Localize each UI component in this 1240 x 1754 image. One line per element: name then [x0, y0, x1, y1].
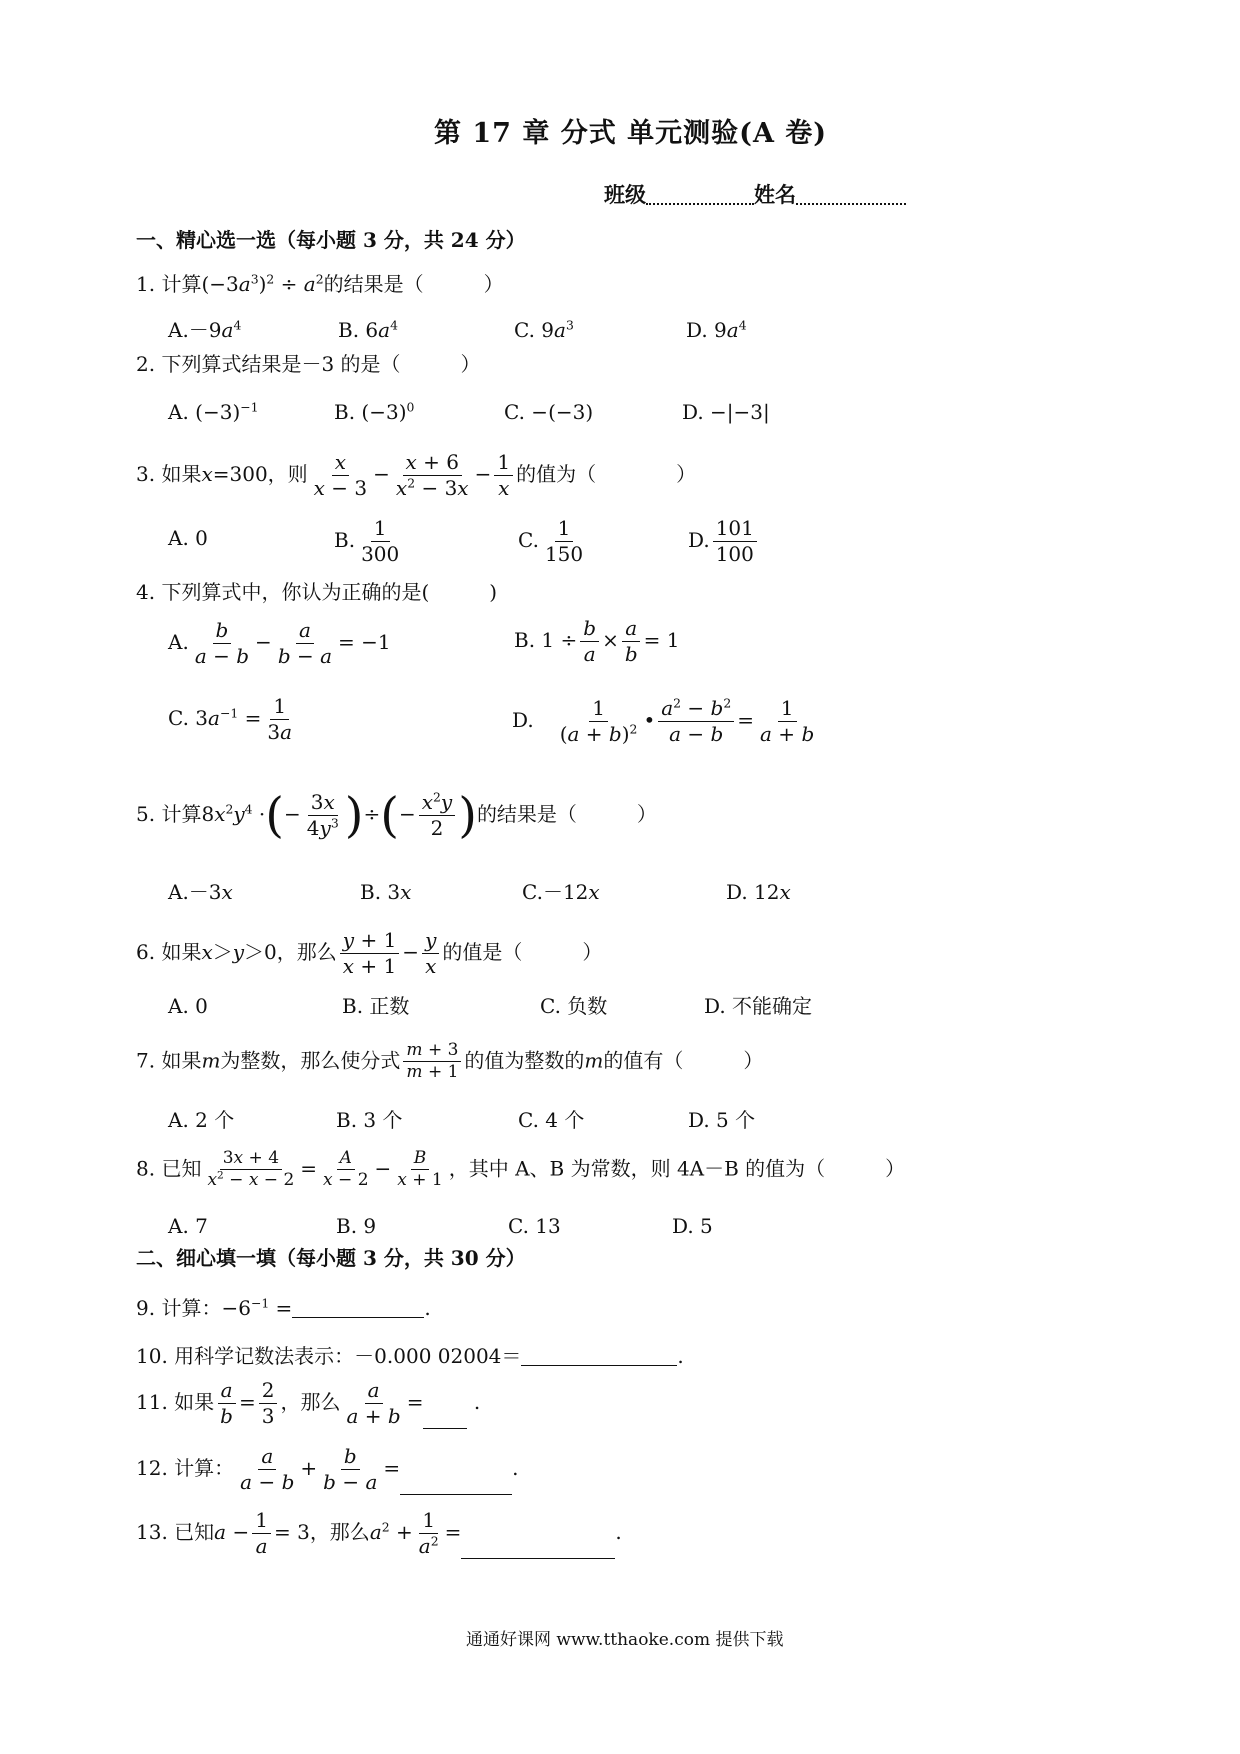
question-9: 9. 计算：$-6^{-1}$ = . [136, 1295, 431, 1320]
q7-option-c: C. 4 个 [518, 1108, 585, 1132]
q12-answer-blank[interactable] [400, 1473, 512, 1495]
q7-option-b: B. 3 个 [336, 1108, 403, 1132]
q2-option-a: A. $(-3)^{-1}$ [168, 399, 259, 424]
q1-option-a: $A.-9a^4$ [168, 317, 242, 342]
section-2-heading: 二、细心填一填（每小题 3 分，共 30 分） [136, 1246, 526, 1270]
name-label: 姓名 [754, 182, 796, 208]
question-6: 6. 如果x＞y＞0，那么 $\frac{y + 1}{x + 1}$ − $\frac{y}{x}$ 的值是（ ） [136, 928, 603, 978]
footer-source: 通通好课网 www.tthaoke.com 提供下载 [466, 1630, 784, 1650]
q3-option-a: A. 0 [168, 526, 208, 550]
q7-option-a: A. 2 个 [168, 1108, 235, 1132]
q4-option-b: B. 1 ÷ $\frac{b}{a}$ × $\frac{a}{b}$ = 1 [514, 616, 680, 666]
question-4: 4. 下列算式中，你认为正确的是( ) [136, 580, 498, 604]
q2-option-d: D. −|−3| [682, 400, 770, 424]
q1-expr: $(-3a^3)^2 \div a^2$ [201, 271, 324, 296]
q5-option-d: D. 12x [726, 880, 791, 904]
q7-option-d: D. 5 个 [688, 1108, 756, 1132]
q5-option-b: B. 3x [360, 880, 412, 904]
section-1-heading: 一、精心选一选（每小题 3 分，共 24 分） [136, 228, 526, 252]
question-3: 3. 如果x=300，则 $\frac{x}{x - 3}$ − $\frac{x + 6}{x^2 - 3x}$ − $\frac{1}{x}$ 的值为（ ） [136, 450, 697, 500]
q5-option-a: A.－3x [168, 880, 233, 904]
q6-option-b: B. 正数 [342, 994, 410, 1018]
class-label: 班级 [604, 182, 646, 208]
question-7: 7. 如果m为整数，那么使分式 $\frac{m + 3}{m + 1}$ 的值为整数的m的值有（ ） [136, 1040, 764, 1083]
q5-expr: $8x^2y^4$ ·(− $\frac{3x}{4y^3}$ )÷(− $\frac{x^2y}{2}$ ) [201, 787, 477, 844]
q9-answer-blank[interactable] [292, 1296, 424, 1318]
question-10: 10. 用科学记数法表示：－0.000 02004＝ . [136, 1344, 684, 1368]
q8-option-c: C. 13 [508, 1214, 561, 1238]
question-1: 1. 计算$(-3a^3)^2 \div a^2$的结果是（ ） [136, 271, 504, 296]
q8-option-b: B. 9 [336, 1214, 377, 1238]
class-name-line [604, 181, 906, 208]
name-blank [796, 181, 906, 205]
q3-option-d: D. $\frac{101}{100}$ [688, 516, 760, 567]
question-8: 8. 已知 $\frac{3x + 4}{x^2 - x - 2}$ = $\frac{A}{x - 2}$ − $\frac{B}{x + 1}$ ，其中 A、B 为常数，则 4A－B 的值为（ ） [136, 1148, 906, 1191]
q4-option-a: A. $\frac{b}{a - b}$ − $\frac{a}{b - a}$ = −1 [168, 618, 391, 668]
q2-option-b: B. $(-3)^0$ [334, 399, 415, 424]
q2-option-c: C. −(−3) [504, 400, 594, 424]
question-11: 11. 如果 $\frac{a}{b}$ = $\frac{2}{3}$ ，那么 $\frac{a}{a + b}$ = . [136, 1378, 481, 1428]
q10-answer-blank[interactable] [521, 1344, 677, 1366]
q8-option-a: A. 7 [168, 1214, 208, 1238]
q13-answer-blank[interactable] [461, 1537, 615, 1559]
class-blank [646, 181, 754, 205]
question-2: 2. 下列算式结果是－3 的是（ ） [136, 352, 481, 376]
question-5: 5. 计算$8x^2y^4$ ·(− $\frac{3x}{4y^3}$ )÷(− $\frac{x^2y}{2}$ )的结果是（ ） [136, 787, 657, 844]
q6-option-d: D. 不能确定 [704, 994, 813, 1018]
question-13: 13. 已知a − $\frac{1}{a}$ = 3，那么$a^2$ + $\frac{1}{a^2}$ = . [136, 1508, 622, 1558]
q11-answer-blank[interactable] [423, 1407, 467, 1429]
page-title: 第 17 章 分式 单元测验(A 卷) [434, 118, 828, 149]
question-12: 12. 计算： $\frac{a}{a - b}$ + $\frac{b}{b - a}$ = . [136, 1444, 519, 1494]
q1-option-b: B. $6a^4$ [338, 317, 398, 342]
q6-option-a: A. 0 [168, 994, 208, 1018]
q5-option-c: C.－12x [522, 880, 600, 904]
q8-option-d: D. 5 [672, 1214, 713, 1238]
q3-option-c: C. $\frac{1}{150}$ [518, 516, 584, 566]
q4-option-d: D. $\frac{1}{(a + b)^2}$ • $\frac{a^2 - b^2}{a - b}$ = $\frac{1}{a + b}$ [512, 695, 815, 746]
q1-option-d: D. $9a^4$ [686, 317, 747, 342]
q1-option-c: C. $9a^3$ [514, 317, 574, 342]
q3-expr: $\frac{x}{x - 3}$ − $\frac{x + 6}{x^2 - 3x}$ − $\frac{1}{x}$ [308, 462, 516, 486]
q6-option-c: C. 负数 [540, 994, 608, 1018]
q4-option-c: C. $3a^{-1}$ = $\frac{1}{3a}$ [168, 694, 293, 744]
q3-option-b: B. $\frac{1}{300}$ [334, 516, 400, 566]
